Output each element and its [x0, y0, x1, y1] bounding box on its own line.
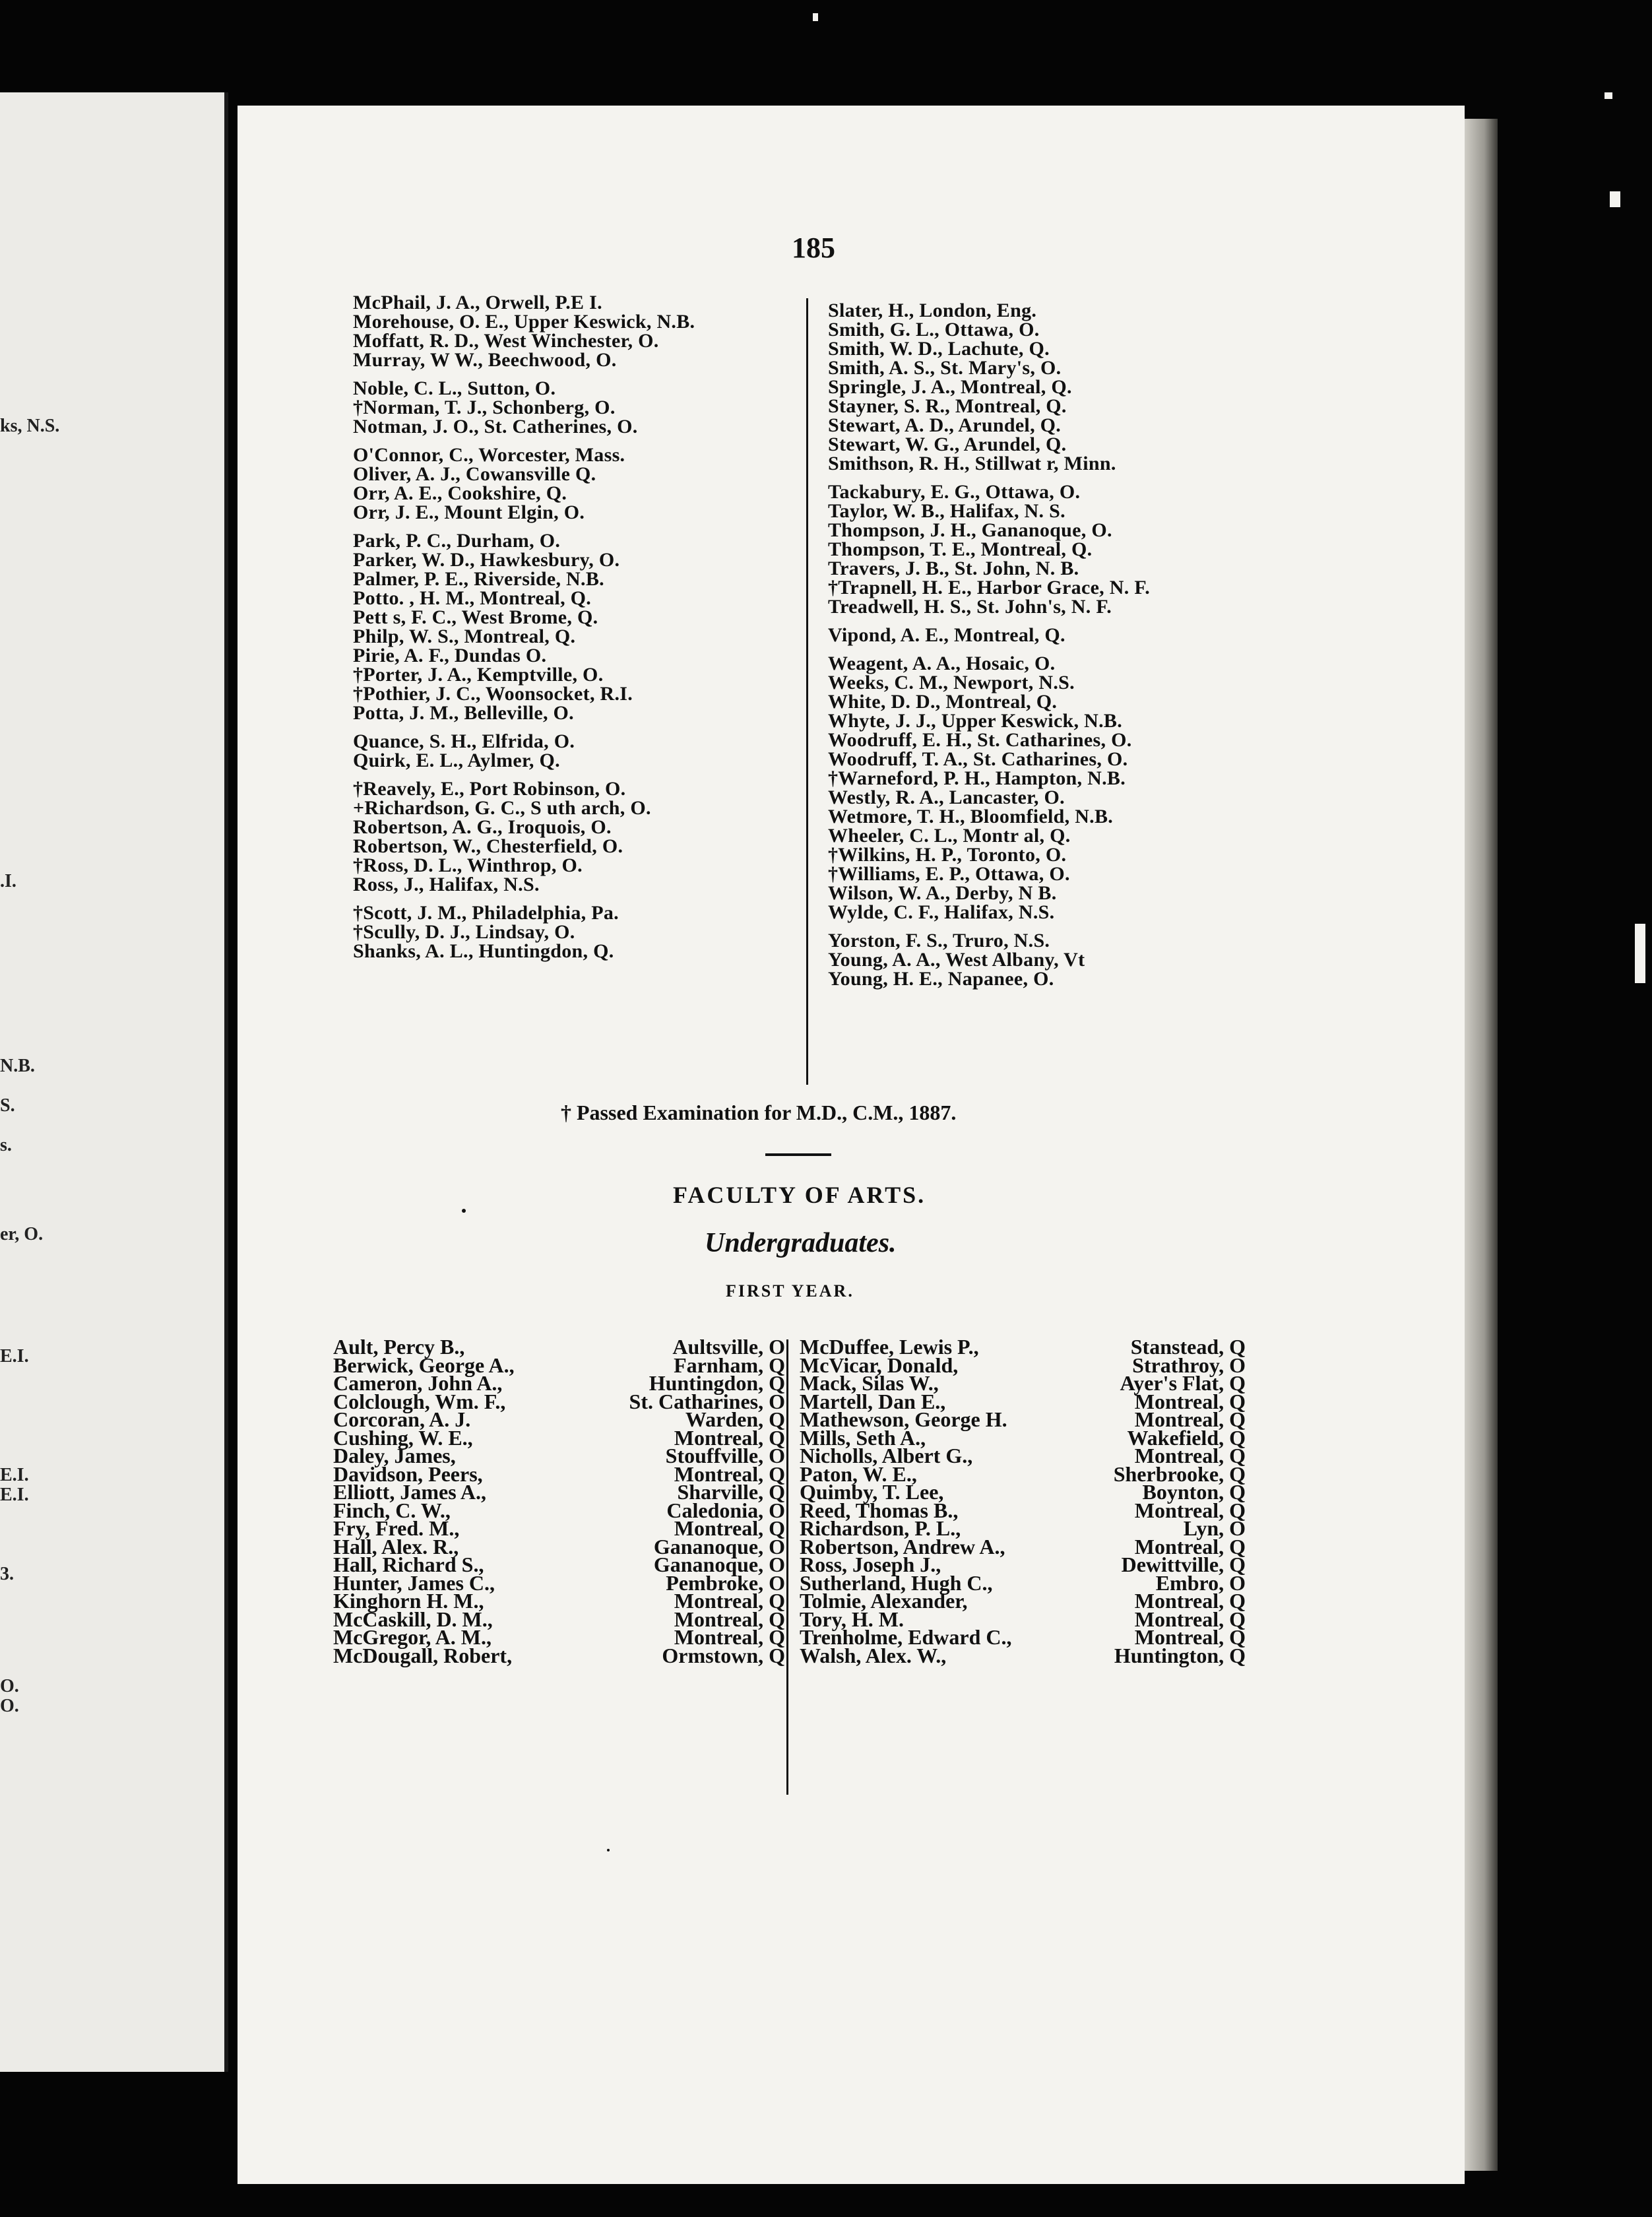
entry-line: Stewart, W. G., Arundel, Q. — [828, 434, 1067, 455]
student-hometown: Pembroke, O — [666, 1570, 785, 1595]
footnote: † Passed Examination for M.D., C.M., 1887. — [561, 1101, 957, 1124]
student-name: Kinghorn H. M., — [333, 1589, 484, 1613]
film-speck — [1635, 924, 1645, 983]
facing-page-fragment: N.B. — [0, 1056, 35, 1076]
facing-page-fragment: s. — [0, 1135, 12, 1155]
ink-dot — [607, 1849, 610, 1851]
student-name: Fry, Fred. M., — [333, 1516, 460, 1540]
student-hometown: Sharville, Q — [677, 1480, 785, 1504]
student-hometown: Stouffville, O — [665, 1444, 785, 1467]
entry-line: Springle, J. A., Montreal, Q. — [828, 376, 1072, 398]
entry-line: †Williams, E. P., Ottawa, O. — [828, 863, 1070, 885]
entry-line: Murray, W W., Beechwood, O. — [353, 349, 617, 371]
entry-line: Woodruff, T. A., St. Catharines, O. — [828, 748, 1128, 770]
entry-line: Oliver, A. J., Cowansville Q. — [353, 463, 596, 485]
name-group — [828, 654, 1150, 922]
entry-line: O'Connor, C., Worcester, Mass. — [353, 444, 625, 466]
name-group — [353, 779, 695, 894]
student-hometown: Montreal, Q — [674, 1607, 785, 1631]
arts-list-left — [333, 1335, 785, 1667]
entry-line: Tackabury, E. G., Ottawa, O. — [828, 481, 1081, 503]
entry-line: McPhail, J. A., Orwell, P.E I. — [353, 292, 602, 313]
facing-page-fragment: E.I. — [0, 1465, 29, 1485]
entry-line: Thompson, T. E., Montreal, Q. — [828, 538, 1093, 560]
student-name: Nicholls, Albert G., — [800, 1444, 973, 1467]
entry-line: Robertson, A. G., Iroquois, O. — [353, 816, 612, 838]
student-name: Mack, Silas W., — [800, 1371, 939, 1395]
student-row — [333, 1643, 785, 1667]
student-hometown: Montreal, Q — [674, 1462, 785, 1486]
entry-line: Wilson, W. A., Derby, N B. — [828, 882, 1057, 904]
entry-line: †Wilkins, H. P., Toronto, O. — [828, 844, 1067, 866]
first-year-heading: FIRST YEAR. — [726, 1281, 854, 1301]
entry-line: White, D. D., Montreal, Q. — [828, 691, 1058, 713]
entry-line: Stewart, A. D., Arundel, Q. — [828, 414, 1062, 436]
name-group — [353, 732, 695, 770]
page-number: 185 — [792, 232, 835, 264]
section-rule — [765, 1153, 831, 1156]
entry-line: Robertson, W., Chesterfield, O. — [353, 835, 623, 857]
student-name: Reed, Thomas B., — [800, 1498, 959, 1522]
entry-line: Notman, J. O., St. Catherines, O. — [353, 416, 638, 437]
entry-line: Morehouse, O. E., Upper Keswick, N.B. — [353, 311, 695, 333]
facing-page-fragment: E.I. — [0, 1485, 29, 1505]
entry-line: Orr, J. E., Mount Elgin, O. — [353, 501, 585, 523]
student-hometown: Montreal, Q — [674, 1516, 785, 1540]
arts-list-right — [800, 1335, 1246, 1667]
entry-line: †Scully, D. J., Lindsay, O. — [353, 921, 575, 943]
student-name: Mathewson, George H. — [800, 1407, 1007, 1431]
student-hometown: Caledonia, O — [666, 1498, 785, 1522]
entry-line: Potta, J. M., Belleville, O. — [353, 702, 574, 724]
student-hometown: Montreal, Q — [674, 1625, 785, 1649]
entry-line: Smith, W. D., Lachute, Q. — [828, 338, 1050, 360]
facing-page — [0, 92, 228, 2072]
entry-line: †Scott, J. M., Philadelphia, Pa. — [353, 902, 619, 924]
medicine-list-right — [828, 301, 1150, 998]
entry-line: †Norman, T. J., Schonberg, O. — [353, 397, 616, 418]
student-hometown: Stanstead, Q — [1130, 1335, 1246, 1359]
student-hometown: Warden, Q — [685, 1407, 785, 1431]
name-group — [353, 379, 695, 436]
student-name: McCaskill, D. M., — [333, 1607, 493, 1631]
entry-line: Smith, A. S., St. Mary's, O. — [828, 357, 1062, 379]
name-group — [828, 931, 1150, 988]
medicine-list-left — [353, 293, 695, 970]
facing-page-fragment: O. — [0, 1676, 19, 1696]
student-name: McDuffee, Lewis P., — [800, 1335, 979, 1359]
entry-line: Young, A. A., West Albany, Vt — [828, 949, 1085, 971]
student-name: Tory, H. M. — [800, 1607, 904, 1631]
student-name: Quimby, T. Lee, — [800, 1480, 944, 1504]
student-name: Ross, Joseph J., — [800, 1553, 941, 1576]
student-hometown: Huntington, Q — [1114, 1643, 1246, 1667]
entry-line: Wylde, C. F., Halifax, N.S. — [828, 901, 1055, 923]
entry-line: Thompson, J. H., Gananoque, O. — [828, 519, 1112, 541]
student-hometown: Montreal, Q — [1134, 1407, 1246, 1431]
student-name: McGregor, A. M., — [333, 1625, 492, 1649]
entry-line: Palmer, P. E., Riverside, N.B. — [353, 568, 604, 590]
entry-line: †Trapnell, H. E., Harbor Grace, N. F. — [828, 577, 1151, 598]
student-name: Sutherland, Hugh C., — [800, 1570, 993, 1595]
entry-line: Quirk, E. L., Aylmer, Q. — [353, 750, 560, 771]
student-row — [800, 1643, 1246, 1667]
entry-line: Slater, H., London, Eng. — [828, 300, 1037, 321]
column-divider-bottom — [786, 1339, 788, 1795]
entry-line: Vipond, A. E., Montreal, Q. — [828, 624, 1065, 646]
student-hometown: Montreal, Q — [674, 1425, 785, 1450]
name-group — [828, 482, 1150, 616]
student-name: Corcoran, A. J. — [333, 1407, 471, 1431]
student-hometown: Montreal, Q — [674, 1589, 785, 1613]
entry-line: Weagent, A. A., Hosaic, O. — [828, 653, 1056, 674]
facing-page-fragment: E.I. — [0, 1346, 29, 1366]
student-hometown: Embro, O — [1155, 1570, 1246, 1595]
student-hometown: Dewittville, Q — [1121, 1553, 1246, 1576]
faculty-heading: FACULTY OF ARTS. — [673, 1182, 926, 1208]
entry-line: Travers, J. B., St. John, N. B. — [828, 558, 1079, 579]
facing-page-fragment: S. — [0, 1095, 15, 1116]
entry-line: Stayner, S. R., Montreal, Q. — [828, 395, 1067, 417]
entry-line: Park, P. C., Durham, O. — [353, 530, 561, 552]
entry-line: †Warneford, P. H., Hampton, N.B. — [828, 767, 1126, 789]
entry-line: Wetmore, T. H., Bloomfield, N.B. — [828, 806, 1114, 827]
student-name: McDougall, Robert, — [333, 1643, 513, 1667]
facing-page-fragment: er, O. — [0, 1224, 44, 1244]
name-group — [353, 293, 695, 370]
student-hometown: Aultsville, O — [672, 1335, 785, 1359]
film-speck — [1604, 92, 1612, 99]
entry-line: Treadwell, H. S., St. John's, N. F. — [828, 596, 1112, 618]
facing-page-fragment: ks, N.S. — [0, 416, 60, 436]
facing-page-fragment: O. — [0, 1696, 19, 1716]
student-hometown: Huntingdon, Q — [649, 1371, 785, 1395]
name-group — [828, 626, 1150, 645]
student-name: McVicar, Donald, — [800, 1353, 959, 1377]
student-hometown: Gananoque, O — [653, 1534, 785, 1558]
student-hometown: Sherbrooke, Q — [1113, 1462, 1246, 1486]
student-hometown: Montreal, Q — [1134, 1444, 1246, 1467]
student-name: Berwick, George A., — [333, 1353, 515, 1377]
student-hometown: Montreal, Q — [1134, 1534, 1246, 1558]
entry-line: Shanks, A. L., Huntingdon, Q. — [353, 940, 614, 962]
entry-line: Westly, R. A., Lancaster, O. — [828, 787, 1065, 808]
student-name: Martell, Dan E., — [800, 1389, 946, 1413]
entry-line: †Porter, J. A., Kemptville, O. — [353, 664, 604, 686]
facing-page-fragment: 3. — [0, 1564, 14, 1584]
entry-line: Quance, S. H., Elfrida, O. — [353, 730, 575, 752]
name-group — [828, 301, 1150, 473]
page-edge — [1465, 119, 1498, 2171]
name-group — [353, 445, 695, 522]
student-hometown: Montreal, Q — [1134, 1498, 1246, 1522]
entry-line: Smithson, R. H., Stillwat r, Minn. — [828, 453, 1116, 474]
entry-line: Yorston, F. S., Truro, N.S. — [828, 930, 1050, 951]
student-name: Hunter, James C., — [333, 1570, 495, 1595]
student-name: Mills, Seth A., — [800, 1425, 926, 1450]
student-hometown: Strathroy, O — [1132, 1353, 1246, 1377]
student-hometown: Ormstown, Q — [662, 1643, 785, 1667]
entry-line: Whyte, J. J., Upper Keswick, N.B. — [828, 710, 1123, 732]
student-name: Hall, Alex. R., — [333, 1534, 459, 1558]
entry-line: Taylor, W. B., Halifax, N. S. — [828, 500, 1065, 522]
entry-line: †Reavely, E., Port Robinson, O. — [353, 778, 626, 800]
student-hometown: Wakefield, Q — [1127, 1425, 1246, 1450]
entry-line: Orr, A. E., Cookshire, Q. — [353, 482, 567, 504]
film-speck — [1610, 191, 1620, 207]
undergraduates-heading: Undergraduates. — [705, 1228, 897, 1258]
student-hometown: Farnham, Q — [674, 1353, 785, 1377]
film-speck — [813, 13, 818, 21]
student-name: Robertson, Andrew A., — [800, 1534, 1005, 1558]
student-name: Daley, James, — [333, 1444, 456, 1467]
entry-line: Noble, C. L., Sutton, O. — [353, 377, 556, 399]
entry-line: Parker, W. D., Hawkesbury, O. — [353, 549, 620, 571]
name-group — [353, 531, 695, 723]
entry-line: Young, H. E., Napanee, O. — [828, 968, 1054, 990]
entry-line: Wheeler, C. L., Montr al, Q. — [828, 825, 1071, 847]
facing-page-fragment: .I. — [0, 871, 16, 891]
entry-line: Ross, J., Halifax, N.S. — [353, 874, 540, 895]
student-name: Tolmie, Alexander, — [800, 1589, 968, 1613]
student-hometown: Montreal, Q — [1134, 1607, 1246, 1631]
student-hometown: Lyn, O — [1183, 1516, 1246, 1540]
entry-line: Smith, G. L., Ottawa, O. — [828, 319, 1040, 340]
entry-line: Potto. , H. M., Montreal, Q. — [353, 587, 592, 609]
entry-line: Woodruff, E. H., St. Catharines, O. — [828, 729, 1132, 751]
name-group — [353, 903, 695, 961]
entry-line: +Richardson, G. C., S uth arch, O. — [353, 797, 651, 819]
column-divider-top — [806, 298, 808, 1085]
student-hometown: Montreal, Q — [1134, 1625, 1246, 1649]
entry-line: Pirie, A. F., Dundas O. — [353, 645, 547, 666]
student-name: Davidson, Peers, — [333, 1462, 483, 1486]
student-hometown: Montreal, Q — [1134, 1589, 1246, 1613]
student-name: Trenholme, Edward C., — [800, 1625, 1012, 1649]
student-name: Hall, Richard S., — [333, 1553, 484, 1576]
entry-line: Weeks, C. M., Newport, N.S. — [828, 672, 1075, 693]
entry-line: Philp, W. S., Montreal, Q. — [353, 626, 576, 647]
entry-line: Moffatt, R. D., West Winchester, O. — [353, 330, 659, 352]
student-name: Elliott, James A., — [333, 1480, 486, 1504]
ink-dot — [462, 1209, 466, 1213]
student-hometown: Ayer's Flat, Q — [1120, 1371, 1246, 1395]
student-name: Finch, C. W., — [333, 1498, 451, 1522]
student-hometown: St. Catharines, O — [629, 1389, 785, 1413]
student-hometown: Montreal, Q — [1134, 1389, 1246, 1413]
entry-line: †Pothier, J. C., Woonsocket, R.I. — [353, 683, 633, 705]
entry-line: †Ross, D. L., Winthrop, O. — [353, 854, 583, 876]
entry-line: Pett s, F. C., West Brome, Q. — [353, 606, 598, 628]
student-name: Ault, Percy B., — [333, 1335, 465, 1359]
student-name: Colclough, Wm. F., — [333, 1389, 506, 1413]
student-hometown: Boynton, Q — [1142, 1480, 1246, 1504]
student-name: Walsh, Alex. W., — [800, 1643, 947, 1667]
student-name: Cameron, John A., — [333, 1371, 503, 1395]
student-hometown: Gananoque, O — [653, 1553, 785, 1576]
student-name: Paton, W. E., — [800, 1462, 917, 1486]
student-name: Cushing, W. E., — [333, 1425, 473, 1450]
student-name: Richardson, P. L., — [800, 1516, 961, 1540]
